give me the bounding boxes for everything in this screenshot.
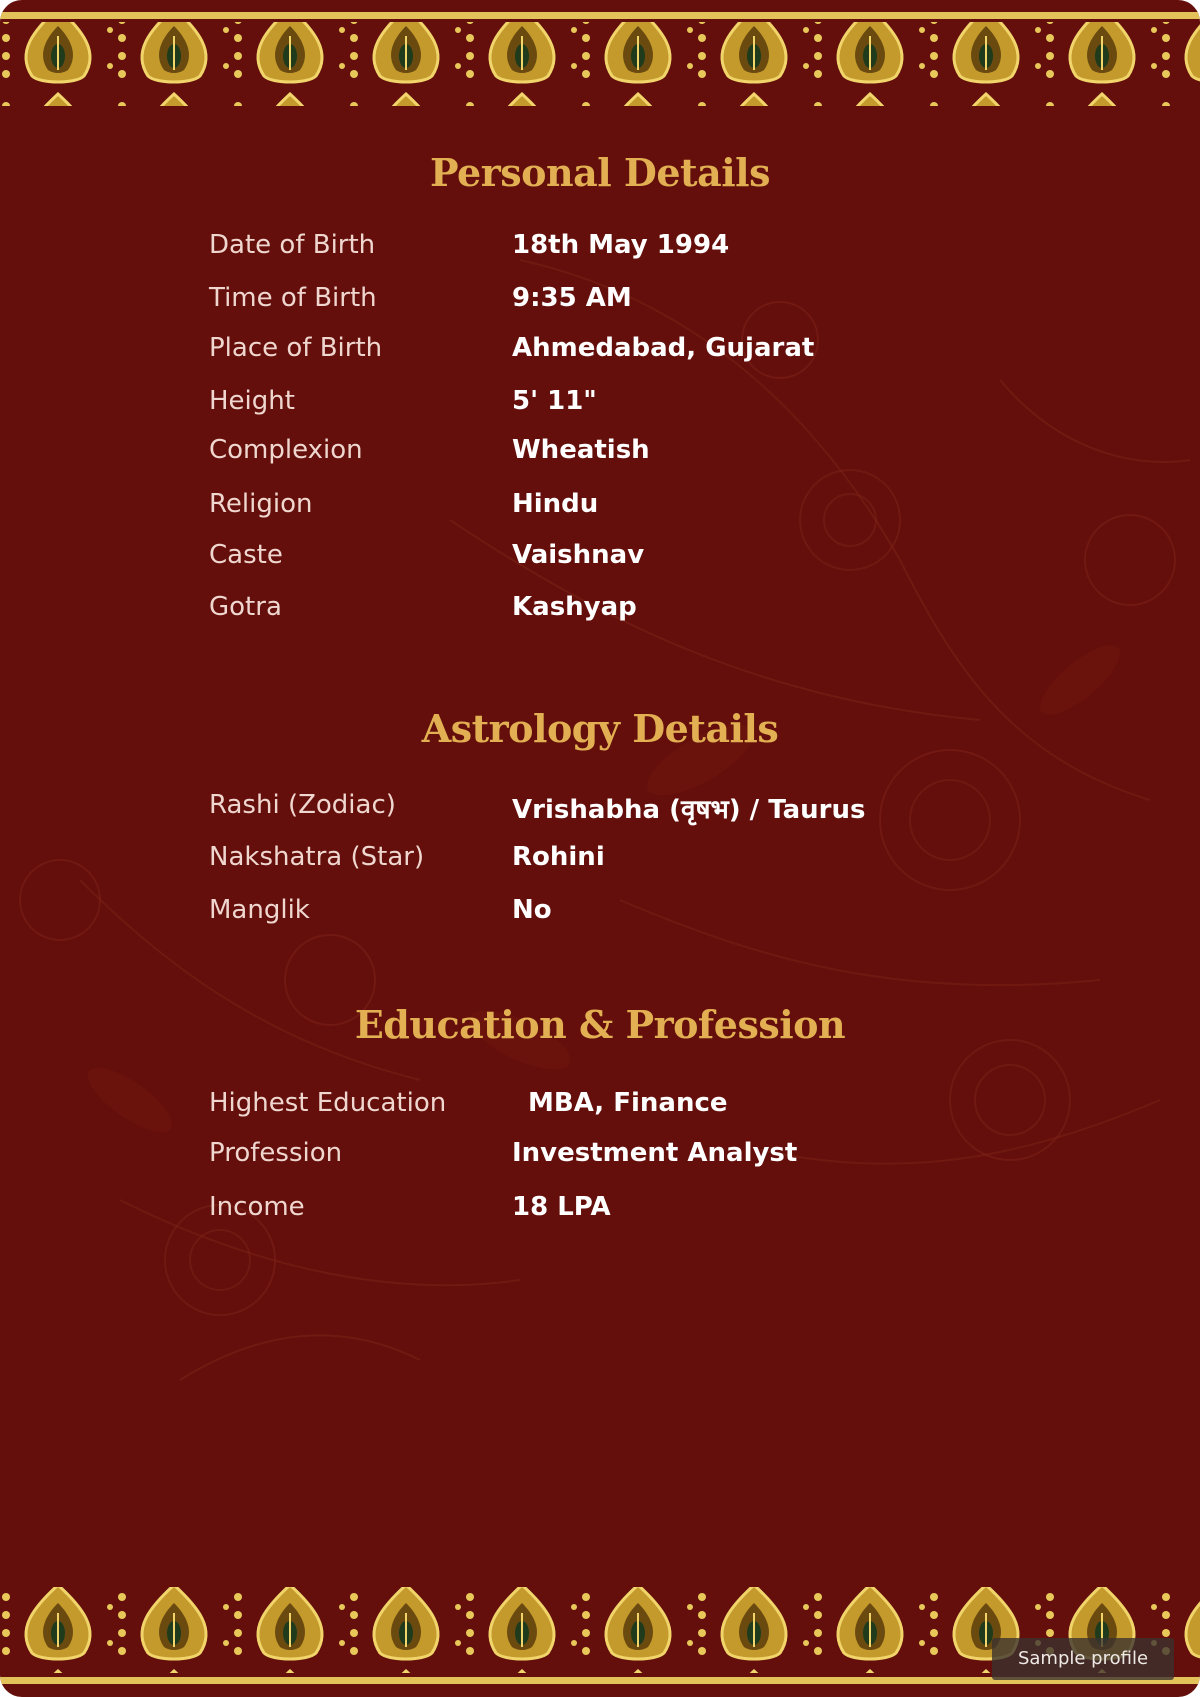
detail-value: MBA, Finance	[528, 1088, 728, 1118]
sample-profile-badge: Sample profile	[992, 1638, 1174, 1680]
detail-label: Place of Birth	[209, 333, 383, 363]
detail-row-highest-education	[0, 1088, 1200, 1128]
detail-label: Caste	[209, 540, 283, 570]
detail-value: Hindu	[512, 489, 599, 519]
detail-value: Investment Analyst	[512, 1138, 798, 1168]
detail-label: Profession	[209, 1138, 343, 1168]
detail-row-caste	[0, 540, 1200, 580]
education-profession-heading: Education & Profession	[354, 1002, 846, 1047]
detail-row-place-of-birth	[0, 333, 1200, 373]
detail-row-rashi	[0, 790, 1200, 830]
detail-label: Date of Birth	[209, 230, 376, 260]
detail-value: No	[512, 895, 552, 925]
detail-row-time-of-birth	[0, 283, 1200, 323]
detail-row-manglik	[0, 895, 1200, 935]
detail-label: Income	[209, 1192, 305, 1222]
detail-row-complexion	[0, 435, 1200, 475]
detail-row-gotra	[0, 592, 1200, 632]
detail-label: Rashi (Zodiac)	[209, 790, 396, 820]
detail-label: Gotra	[209, 592, 282, 622]
detail-label: Time of Birth	[209, 283, 377, 313]
detail-value: Kashyap	[512, 592, 637, 622]
top-ornamental-border	[0, 0, 1200, 120]
detail-row-height	[0, 386, 1200, 426]
astrology-details-heading: Astrology Details	[421, 706, 779, 751]
detail-row-date-of-birth	[0, 230, 1200, 270]
detail-value: 18 LPA	[512, 1192, 611, 1222]
detail-label: Manglik	[209, 895, 310, 925]
detail-value: Rohini	[512, 842, 605, 872]
detail-value: 18th May 1994	[512, 230, 730, 260]
detail-value: Vaishnav	[512, 540, 645, 570]
detail-value: Wheatish	[512, 435, 650, 465]
detail-row-religion	[0, 489, 1200, 529]
detail-value: 5' 11"	[512, 386, 597, 416]
detail-label: Nakshatra (Star)	[209, 842, 425, 872]
personal-details-heading: Personal Details	[430, 150, 770, 195]
detail-label: Religion	[209, 489, 313, 519]
detail-value: 9:35 AM	[512, 283, 632, 313]
detail-row-profession	[0, 1138, 1200, 1178]
detail-row-income	[0, 1192, 1200, 1232]
detail-row-nakshatra	[0, 842, 1200, 882]
detail-value: Vrishabha (वृषभ) / Taurus	[512, 795, 866, 825]
detail-label: Complexion	[209, 435, 363, 465]
detail-label: Height	[209, 386, 295, 416]
detail-label: Highest Education	[209, 1088, 447, 1118]
detail-value: Ahmedabad, Gujarat	[512, 333, 815, 363]
